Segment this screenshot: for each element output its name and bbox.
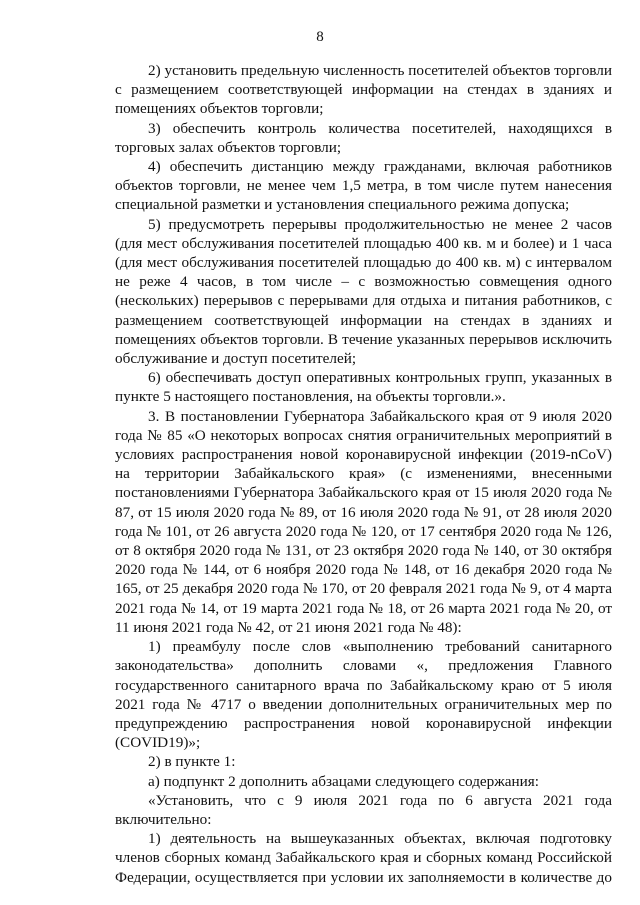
paragraph-point-1-heading: 2) в пункте 1: — [148, 753, 236, 771]
paragraph-quoted-establish: «Установить, что с 9 июля 2021 года по 6 августа 2021 года включительно: — [115, 791, 612, 828]
paragraph-section-3-amendments: 3. В постановлении Губернатора Забайкальского края от 9 июля 2020 года № 85 «О некоторых вопросах снятия ограничительных мероприятий в условиях распространения новой коронавирусной инфекции (2019-nCoV) на территории Забайкальского края» (с изменениями, внесенными постановлениями Губернатора Забайкальского края от 15 июля 2020 года № 87, от 15 июля 2020 года № 89, от 16 июля 2020 года № 91, от 28 июля 2020 года № 101, от 26 августа 2020 года № 120, от 17 сентября 2020 года № 126, от 8 октября 2020 года № 131, от 23 октября 2020 года № 140, от 30 октября 2020 года № 144, от 6 ноября 2020 года № 148, от 16 декабря 2020 года № 165, от 25 декабря 2020 года № 170, от 20 февраля 2021 года № 9, от 4 марта 2021 года № 14, от 19 марта 2021 года № 18, от 26 марта 2021 года № 20, от 11 июня 2021 года № 42, от 21 июня 2021 года № 48): — [115, 407, 612, 636]
paragraph-subpoint-a: а) подпункт 2 дополнить абзацами следующего содержания: — [148, 772, 539, 790]
paragraph-item-4-distance: 4) обеспечить дистанцию между гражданами, включая работников объектов торговли, не менее чем 1,5 метра, в том числе путем нанесения специальной разметки и установления специального режима допуска; — [115, 158, 612, 214]
paragraph-item-6-inspection-access: 6) обеспечивать доступ оперативных контрольных групп, указанных в пункте 5 настоящего постановления, на объекты торговли.». — [115, 369, 612, 406]
paragraph-activity-occupancy: 1) деятельность на вышеуказанных объектах, включая подготовку членов сборных команд Забайкальского края и сборных команд Российской Федерации, осуществляется при условии их заполняемости в количестве до — [115, 830, 612, 886]
paragraph-item-5-breaks: 5) предусмотреть перерывы продолжительностью не менее 2 часов (для мест обслуживания посетителей площадью 400 кв. м и более) и 1 часа (для мест обслуживания посетителей площадью до 400 кв. м) с интервалом не реже 4 часов, в том числе – с возможностью совмещения одного (нескольких) перерывов с перерывами для отдыха и питания работников, с размещением соответствующей информации на стендах в зданиях и помещениях объектов торговли. В течение указанных перерывов исключить обслуживание и доступ посетителей; — [115, 215, 612, 368]
paragraph-item-2-visitor-limit: 2) установить предельную численность посетителей объектов торговли с размещением соответствующей информации на стендах в зданиях и помещениях объектов торговли; — [115, 62, 612, 118]
document-body — [115, 61, 612, 887]
page-number: 8 — [316, 29, 324, 45]
paragraph-item-3-visitor-control: 3) обеспечить контроль количества посетителей, находящихся в торговых залах объектов торговли; — [115, 119, 612, 156]
paragraph-preamble-amendment: 1) преамбулу после слов «выполнению требований санитарного законодательства» дополнить словами «, предложения Главного государственного санитарного врача по Забайкальскому краю от 5 июля 2021 года № 4717 о введении дополнительных ограничительных мер по предупреждению распространения новой коронавирусной инфекции (COVID19)»; — [115, 638, 612, 752]
